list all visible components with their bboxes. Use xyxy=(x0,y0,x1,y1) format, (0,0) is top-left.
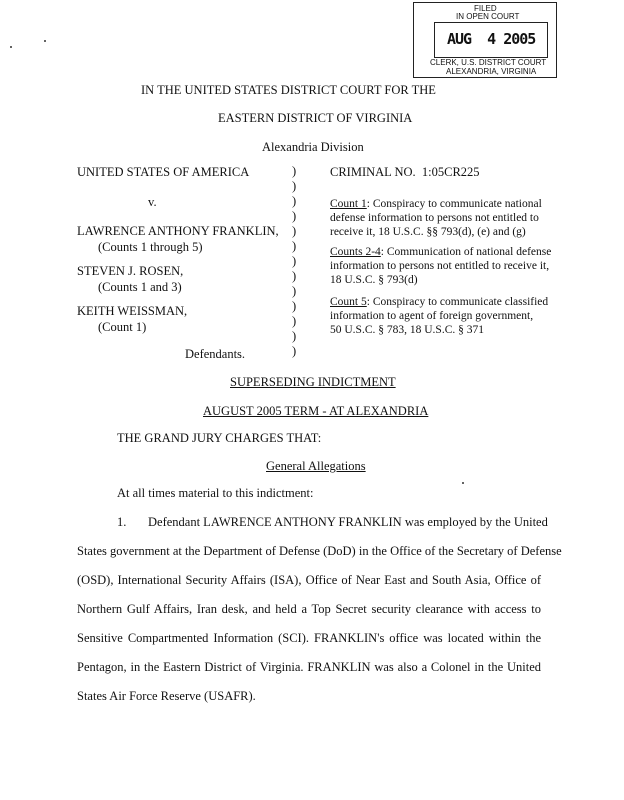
scan-speck xyxy=(10,46,12,48)
count-text: 18 U.S.C. § 793(d) xyxy=(330,274,418,286)
caption-paren: ) xyxy=(292,269,297,283)
caption-paren: ) xyxy=(292,194,297,208)
count-block xyxy=(330,295,548,337)
defendant-counts: (Counts 1 and 3) xyxy=(98,280,182,294)
defendant-counts: (Counts 1 through 5) xyxy=(98,240,203,254)
caption-paren: ) xyxy=(292,314,297,328)
section-heading: General Allegations xyxy=(266,459,366,473)
defendant-name: LAWRENCE ANTHONY FRANKLIN, xyxy=(77,224,279,238)
term: AUGUST 2005 TERM - AT ALEXANDRIA xyxy=(203,404,429,418)
caption-paren: ) xyxy=(292,239,297,253)
intro: At all times material to this indictment: xyxy=(117,486,314,500)
caption-paren: ) xyxy=(292,224,297,238)
defendants-label: Defendants. xyxy=(185,347,246,361)
paragraph-line: Sensitive Compartmented Information (SCI). FRANKLIN's office was located within the xyxy=(77,631,541,645)
count-label: Count 1 xyxy=(330,198,367,210)
scan-speck xyxy=(462,482,464,484)
paragraph-line: States Air Force Reserve (USAFR). xyxy=(77,689,256,703)
paragraph-line: Pentagon, in the Eastern District of Virginia. FRANKLIN was also a Colonel in the United xyxy=(77,660,541,674)
caption-paren: ) xyxy=(292,164,297,178)
caption-paren: ) xyxy=(292,209,297,223)
paragraph-line: (OSD), International Security Affairs (ISA), Office of Near East and South Asia, Office of xyxy=(77,573,541,587)
paragraph-line: States government at the Department of Defense (DoD) in the Office of the Secretary of Defense xyxy=(77,544,562,558)
scan-speck xyxy=(44,40,46,42)
count-label: Count 5 xyxy=(330,296,367,308)
count-block xyxy=(330,197,542,239)
count-text: information to persons not entitled to receive it, xyxy=(330,260,550,272)
district: EASTERN DISTRICT OF VIRGINIA xyxy=(218,111,413,125)
stamp-filed: FILED xyxy=(474,4,497,13)
stamp-location: ALEXANDRIA, VIRGINIA xyxy=(446,67,537,76)
stamp-open-court: IN OPEN COURT xyxy=(456,12,520,21)
defendant-name: KEITH WEISSMAN, xyxy=(77,304,188,318)
caption-paren: ) xyxy=(292,344,297,358)
defendant-name: STEVEN J. ROSEN, xyxy=(77,264,184,278)
court-line: IN THE UNITED STATES DISTRICT COURT FOR THE xyxy=(141,83,436,97)
division: Alexandria Division xyxy=(262,140,364,154)
caption-paren: ) xyxy=(292,254,297,268)
paragraph-line: Defendant LAWRENCE ANTHONY FRANKLIN was employed by the United xyxy=(148,515,548,529)
count-text: : Conspiracy to communicate classified xyxy=(366,296,549,308)
case-number: CRIMINAL NO. 1:05CR225 xyxy=(330,165,480,179)
caption-paren: ) xyxy=(292,179,297,193)
charges-heading: THE GRAND JURY CHARGES THAT: xyxy=(117,431,322,445)
count-label: Counts 2-4 xyxy=(330,246,381,258)
paragraph-line: Northern Gulf Affairs, Iran desk, and held a Top Secret security clearance with access to xyxy=(77,602,541,616)
paragraph-number: 1. xyxy=(117,515,127,529)
count-text: defense information to persons not entitled to xyxy=(330,212,539,224)
count-text: information to agent of foreign government, xyxy=(330,310,534,322)
count-text: : Conspiracy to communicate national xyxy=(366,198,542,210)
stamp-clerk: CLERK, U.S. DISTRICT COURT xyxy=(430,58,547,67)
caption-paren: ) xyxy=(292,284,297,298)
defendant-counts: (Count 1) xyxy=(98,320,147,334)
count-text: 50 U.S.C. § 783, 18 U.S.C. § 371 xyxy=(330,324,484,336)
plaintiff: UNITED STATES OF AMERICA xyxy=(77,165,250,179)
document-title: SUPERSEDING INDICTMENT xyxy=(230,375,396,389)
count-text: receive it, 18 U.S.C. §§ 793(d), (e) and (g) xyxy=(330,226,526,238)
caption-paren: ) xyxy=(292,329,297,343)
stamp-date: AUG 4 2005 xyxy=(447,30,536,48)
versus: v. xyxy=(148,195,157,209)
count-text: : Communication of national defense xyxy=(380,246,552,258)
filed-stamp xyxy=(413,2,557,78)
caption-paren: ) xyxy=(292,299,297,313)
count-block xyxy=(330,245,551,287)
stamp-date-box xyxy=(434,22,548,58)
